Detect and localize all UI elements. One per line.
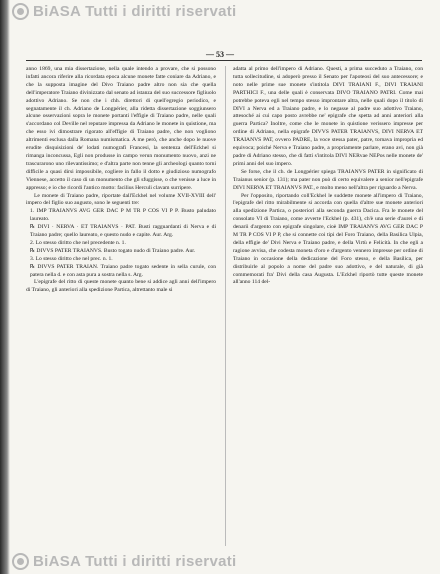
coin-reverse: ℞ DIVVS PATER TRAIANVS. Busto togato nudo di Traiano padre. Aur. — [30, 247, 196, 254]
paragraph: Le monete di Traiano padre, riportate dall'Eckhel nel volume XVII-XVIII dell' impero del figlio suo augusto, sono le seguenti tre: — [26, 192, 216, 207]
paragraph: Se forse, che il ch. de Longpérier spiega TRAIANVS PATER in significato di Traianus senior (p. 131); ma pater non può di certo equivalere a senior nell'epigrafe DIVI NERVA ET TRAIANVS PAT., e molto meno nell'altra per riguardo a Nerva. — [233, 168, 423, 191]
page-number: — 53 — — [206, 50, 234, 59]
biasa-logo-icon — [12, 553, 29, 570]
column-divider — [225, 66, 226, 546]
left-column — [26, 66, 216, 295]
watermark-text: BiASA Tutti i diritti riservati — [33, 2, 237, 20]
coin-entry: 2. Lo stesso diritto che nel precedente n. 1. — [30, 239, 126, 246]
coin-reverse: ℞ DIVI · NERVA · ET TRAIANVS · PAT. Busti ragguardanti di Nerva e di Traiano padre; quello laureato, e questo nudo e capite. Aur. Arg. — [30, 224, 216, 239]
coin-entry: 1. IMP TRAIANVS AVG GER DAC P M TR P COS VI P P. Busto paludato laureato. — [30, 208, 216, 223]
book-binding-edge — [0, 0, 10, 574]
paragraph: adatta al primo dell'impero di Adriano. Questi, a prima succeduto a Traiano, con tutta sollecitudine, si adoperò presso il Senato per l'apoteosi del suo antecessore; e noto nelle prime sue monete s'intitola DIVI TRAIANI F., DIVI TRAIANI PARTHICI F., una delle quali è conservata DIVO TRAIANO PATRI. Come mai potrebbe poteva egli nel tempo stesso improntare altra, nelle quali dopo il titolo di DIVI a Nerva ed a Traiano padre, e lo negasse al padre suo adottivo Traiano, attesoché ai cui capo posto avrebbe ne' epigrafe che spetta ad anni anteriori alla guerra Partica? Inoltre, come che le monete in quistione verissero impresse per ordine di Adriano, nella epigrafe DIVVS PATER TRAIANVS, DIVI NERVA ET TRAIANVS PAT, ovvero PADRE, la voce stessa pater, patre, tornava impropria ed equivoca; poiché Nerva e Traiano padre, a propriamente parlare, erano avi, non già padre di Adriano stesso, che di fatti s'intitola DIVI NERvae NEPos nelle monete de' primi anni del suo impero. — [233, 66, 423, 167]
coin-reverse: ℞ DIVVS PATER TRAIAN. Traiano padre togato sedente in sella curule, con patera nella d. e con asta pura a sostra nella s. Arg. — [30, 263, 216, 278]
watermark-top — [12, 2, 428, 20]
watermark-bottom — [12, 552, 428, 570]
biasa-logo-icon — [12, 3, 29, 20]
paragraph: anno 1869, una mia dissertazione, nella quale intendo a provare, che si possono infatti ancora riferire alla ricordata epoca alcune monete fatte coniare da Adriano, e che la supposta imagine del Divo Traiano padre altro non sia che quella dell'imperatore Traiano divinizzato dal senato ad istanza del suo successore figliuolo adottivo Adriano. Se non che i chh. direttori di quell'egregio periodico, e segnatamente il ch. Adriano de Longpérier, alla ridetta dissertazione soggiunsero alcune osservazioni sopra le monete portanti l'effigie di Traiano padre, nelle quali s'accordano col Deville nel reputare impressa da Adriano le monete in quistione, ma che esso ivi dimostrare rigorato all'effigie di Traiano padre, che non vogliono altrimenti esclusa dalla Romana numismatica. A me però, che anche dopo le nuove erudite disquisizioni de' lodati numografi Francesi, la sentenza dell'Eckhel si rimanga inconcussa, Egli non produsse in campo verun monumento nuovo, anzi ne trascurarono uno rilevantissimo; e d'altra parte non tenne gli archeologi quanto torni difficile a quasi dirsi impossibile, cogliere in fallo il dotto e giudizioso numografo Viennese, accetto il caso di un monumento che gli sfuggisse, o che venisse a luce in appresso; e io che ricordi l'antico motto: facilius Herculi clavam surripere. — [26, 66, 216, 191]
paragraph: L'epigrafe del ritto di queste monete quanto bene si addice agli anni dell'impero di Traiano, gli anteriori alla spedizione Partica, altrettanto male si — [26, 279, 216, 294]
paragraph: Per l'opposito, riportando coll'Eckhel le suddette monete all'impero di Traiano, l'epigrafe del ritto mirabilmente si accorda con quella d'altre sue monete anteriori alla spedizione Partica, o posteriori alla seconda guerra Dacica. Fra le monete del consolato VI di Traiano, come avverte l'Eckhel (p. 431), ch'è una serie d'aurei e di denarii d'argento con epigrafe singolare, cioè IMP TRAIANVS AVG GER DAC P M TR P COS VI P P, che si connette coi tipi del Foro Traiano, della Basilica Ulpia, della effigie de' Divi Nerva e Traiano padre, e della Virtù e Felicità. In che egli a ragione avvisa, che codesta moneta d'oro e d'argento vennero impresse per ordine di Traiano in occasione della dedicazione del Foro stesso, e della Basilica, per distribuirle al popolo a nome del padre suo adottivo, e del naturale, di già commemorati fra' Divi della casa Augusta. L'Eckhel riportò tutte queste monete all'anno 114 del- — [233, 192, 423, 286]
coin-entry: 3. Lo stesso diritto che nel prec. n. 1. — [30, 255, 113, 262]
watermark-text: BiASA Tutti i diritti riservati — [33, 552, 237, 570]
right-column — [233, 66, 423, 287]
header-rule — [26, 60, 422, 61]
